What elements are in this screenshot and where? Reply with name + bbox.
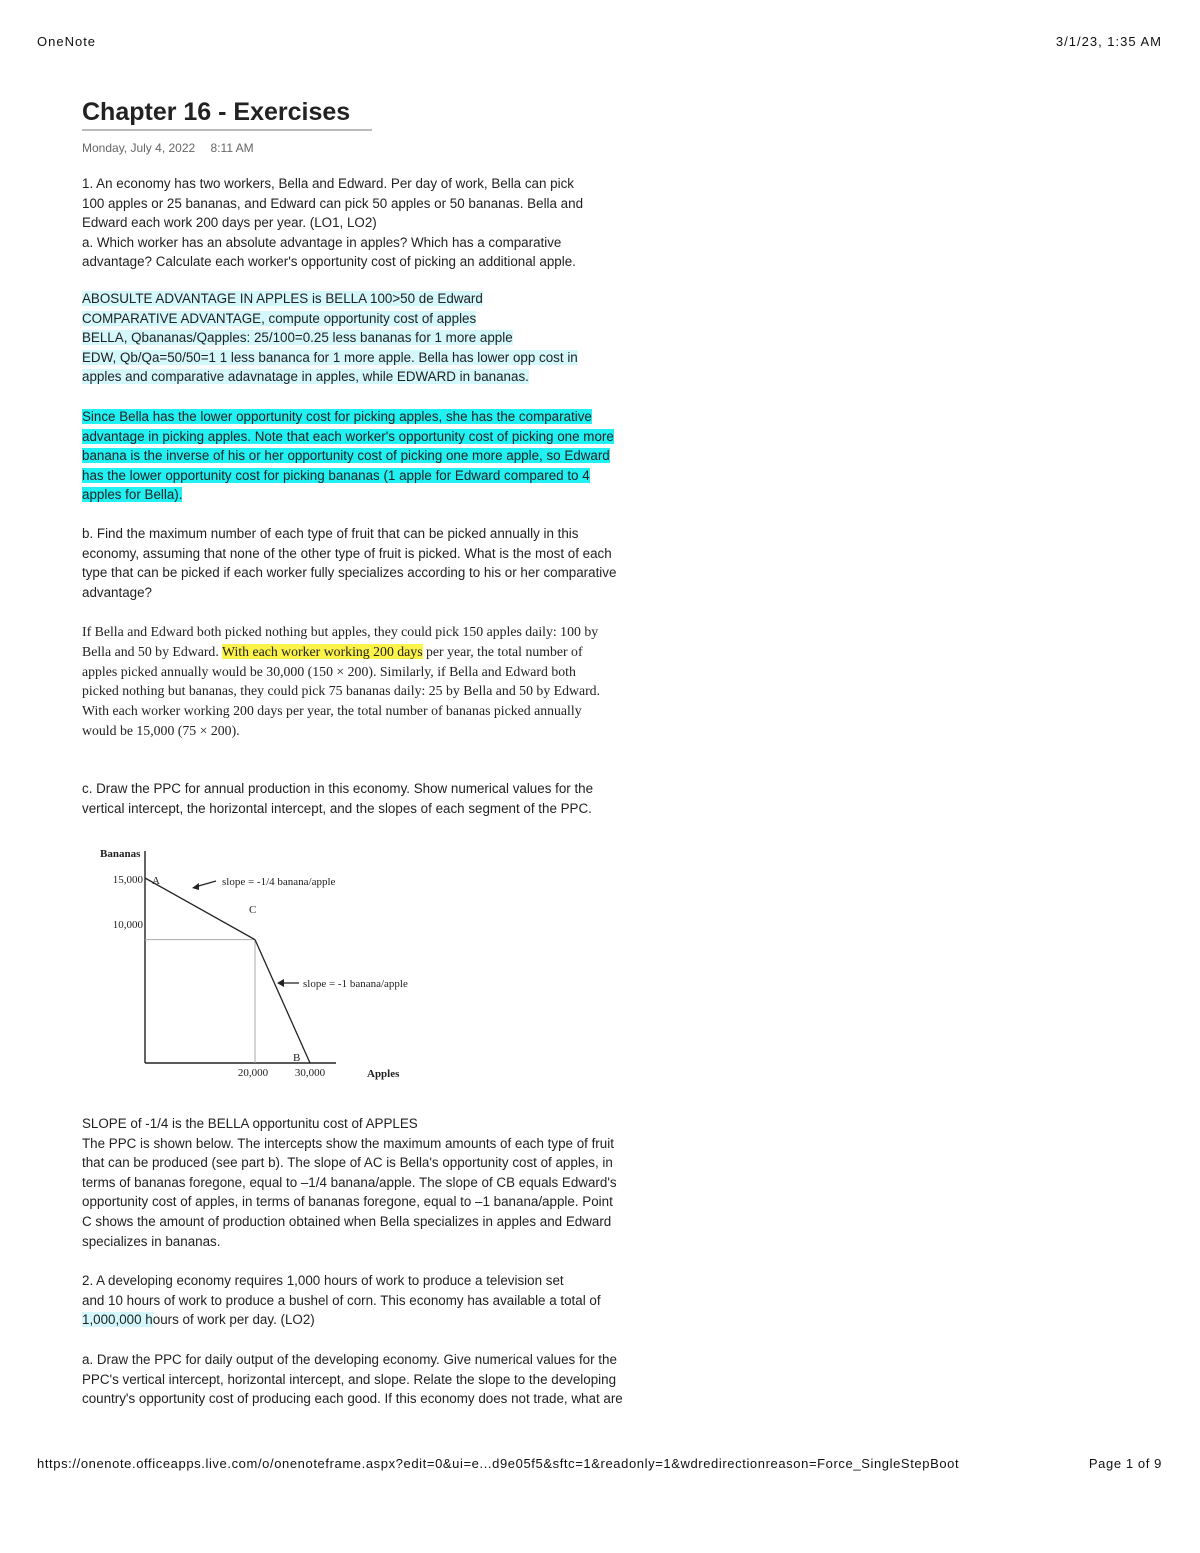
note-line: apples and comparative adavnatage in apples, while EDWARD in bananas.: [82, 369, 529, 385]
q2-prompt-line: 1,000,000 hours of work per day. (LO2): [82, 1312, 315, 1328]
page-number: Page 1 of 9: [1088, 1456, 1162, 1471]
print-datetime: 3/1/23, 1:35 AM: [1055, 34, 1162, 49]
q1b-prompt-line: advantage?: [82, 584, 152, 600]
answer-line: specializes in bananas.: [82, 1233, 221, 1249]
answer-line: picked nothing but bananas, they could pick 75 bananas daily: 25 by Bella and 50 by Edward.: [82, 683, 601, 699]
q1c-prompt: [82, 779, 682, 818]
answer-line: apples picked annually would be 30,000 (150 × 200). Similarly, if Bella and Edward both: [82, 663, 576, 679]
answer-line: SLOPE of -1/4 is the BELLA opportunitu cost of APPLES: [82, 1116, 418, 1131]
q1-prompt-line: 1. An economy has two workers, Bella and Edward. Per day of work, Bella can pick: [82, 176, 574, 191]
q2a-prompt: [82, 1350, 682, 1409]
note-line: COMPARATIVE ADVANTAGE, compute opportunity cost of apples: [82, 310, 477, 326]
q2a-prompt-line: country's opportunity cost of producing each good. If this economy does not trade, what are: [82, 1391, 623, 1407]
x-tick-label: 30,000: [294, 1067, 326, 1079]
q1-prompt: [82, 174, 682, 272]
note-line: BELLA, Qbananas/Qapples: 25/100=0.25 less bananas for 1 more apple: [82, 330, 513, 346]
ppc-chart: [100, 843, 420, 1088]
q1b-answer: [82, 622, 682, 741]
note-line: ABOSULTE ADVANTAGE IN APPLES is BELLA 100>50 de Edward: [82, 291, 483, 306]
answer-line: terms of bananas foregone, equal to –1/4 banana/apple. The slope of CB equals Edward's: [82, 1174, 617, 1190]
app-name: OneNote: [37, 34, 97, 49]
page-url: https://onenote.officeapps.live.com/o/onenoteframe.aspx?edit=0&ui=e...d9e05f5&sftc=1&readonly=1&wdredirectionreason=Force_SingleStepBoot: [37, 1456, 960, 1471]
page-title: Chapter 16 - Exercises: [82, 98, 372, 131]
x-tick-label: 20,000: [237, 1067, 269, 1079]
x-axis-label: Apples: [367, 1068, 400, 1080]
page-date: Monday, July 4, 2022: [82, 141, 196, 155]
q1c-prompt-line: vertical intercept, the horizontal intercept, and the slopes of each segment of the PPC.: [82, 800, 592, 816]
point-a-label: A: [152, 875, 160, 887]
answer-line: apples for Bella).: [82, 487, 183, 503]
slope-ac-label: slope = -1/4 banana/apple: [222, 876, 336, 888]
q2-prompt-line: 2. A developing economy requires 1,000 hours of work to produce a television set: [82, 1273, 564, 1288]
answer-line: that can be produced (see part b). The slope of AC is Bella's opportunity cost of apples, in: [82, 1155, 613, 1171]
page-dateline: [82, 141, 682, 155]
q1-prompt-line: Edward each work 200 days per year. (LO1, LO2): [82, 215, 377, 231]
q1c-answer: [82, 1114, 682, 1251]
point-c-label: C: [249, 904, 257, 916]
point-b-label: B: [293, 1052, 301, 1064]
ppc-segment-cb: [255, 940, 310, 1063]
q1-notes: [82, 289, 682, 387]
page-content: [82, 98, 682, 1407]
answer-line: If Bella and Edward both picked nothing but apples, they could pick 150 apples daily: 100 by: [82, 624, 599, 639]
answer-line: The PPC is shown below. The intercepts show the maximum amounts of each type of fruit: [82, 1135, 614, 1151]
y-tick-label: 15,000: [112, 874, 143, 886]
page-time: 8:11 AM: [210, 141, 254, 155]
q1a-prompt-line: a. Which worker has an absolute advantage in apples? Which has a comparative: [82, 234, 562, 250]
answer-line: advantage in picking apples. Note that each worker's opportunity cost of picking one more: [82, 428, 614, 444]
q1a-answer: [82, 407, 682, 505]
answer-line: banana is the inverse of his or her opportunity cost of picking one more apple, so Edward: [82, 448, 610, 464]
note-line: EDW, Qb/Qa=50/50=1 1 less bananca for 1 more apple. Bella has lower opp cost in: [82, 349, 578, 365]
arrowhead-icon: [192, 883, 199, 890]
highlight-hours: 1,000,000 h: [82, 1312, 153, 1328]
answer-line: opportunity cost of apples, in terms of bananas foregone, equal to –1 banana/apple. Point: [82, 1194, 613, 1210]
y-tick-label: 10,000: [112, 919, 143, 931]
answer-line: C shows the amount of production obtained when Bella specializes in apples and Edward: [82, 1213, 612, 1229]
q1-prompt-line: 100 apples or 25 bananas, and Edward can pick 50 apples or 50 bananas. Bella and: [82, 195, 584, 211]
q1a-prompt-line: advantage? Calculate each worker's opportunity cost of picking an additional apple.: [82, 254, 576, 270]
q2-prompt-line: and 10 hours of work to produce a bushel of corn. This economy has available a total of: [82, 1292, 601, 1308]
q2-prompt: [82, 1271, 682, 1330]
q1b-prompt-line: type that can be picked if each worker fully specializes according to his or her comparative: [82, 565, 617, 581]
arrowhead-icon: [277, 979, 284, 987]
q1b-prompt-line: economy, assuming that none of the other type of fruit is picked. What is the most of each: [82, 545, 612, 561]
answer-line: Since Bella has the lower opportunity cost for picking apples, she has the comparative: [82, 409, 592, 424]
answer-line: Bella and 50 by Edward. With each worker working 200 days per year, the total number of: [82, 643, 583, 659]
q2a-prompt-line: PPC's vertical intercept, horizontal intercept, and slope. Relate the slope to the developing: [82, 1371, 617, 1387]
q1c-prompt-line: c. Draw the PPC for annual production in this economy. Show numerical values for the: [82, 781, 594, 796]
answer-line: would be 15,000 (75 × 200).: [82, 722, 240, 738]
y-axis-label: Bananas: [100, 848, 141, 860]
slope-cb-label: slope = -1 banana/apple: [303, 978, 408, 990]
answer-line: With each worker working 200 days per year, the total number of bananas picked annually: [82, 703, 582, 719]
q2a-prompt-line: a. Draw the PPC for daily output of the developing economy. Give numerical values for the: [82, 1352, 617, 1367]
highlight-200-days: With each worker working 200 days: [221, 643, 423, 659]
answer-line: has the lower opportunity cost for picking bananas (1 apple for Edward compared to 4: [82, 467, 590, 483]
q1b-prompt-line: b. Find the maximum number of each type of fruit that can be picked annually in this: [82, 526, 579, 541]
q1b-prompt: [82, 524, 682, 602]
